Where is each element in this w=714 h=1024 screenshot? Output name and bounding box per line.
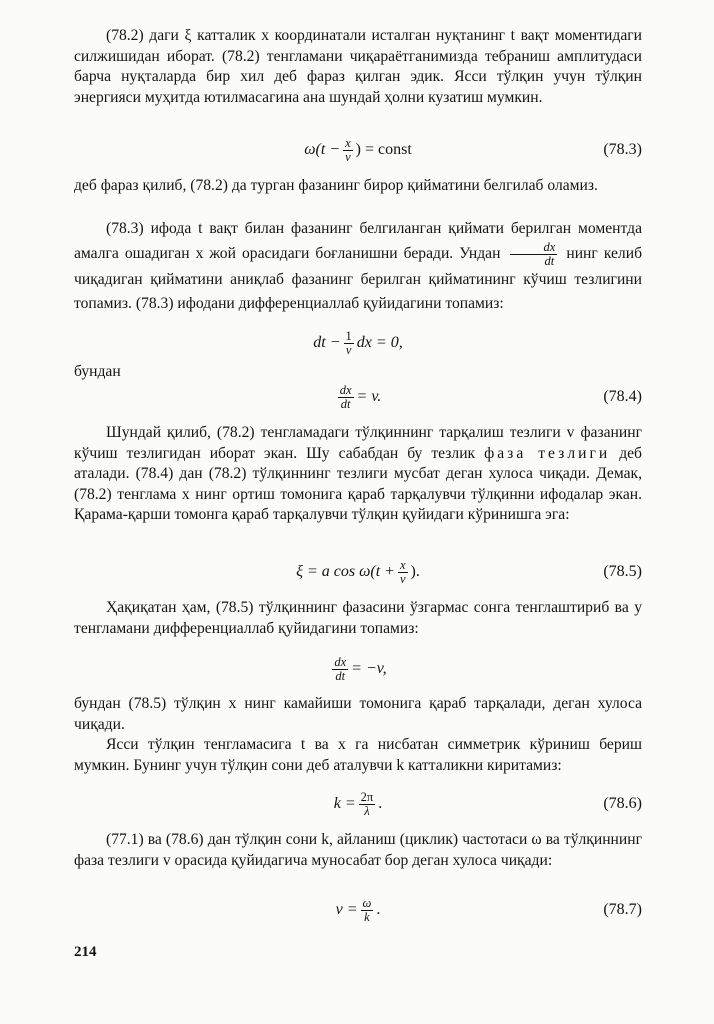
eq-left: k = [333,795,356,812]
paragraph-6: Ҳақиқатан ҳам, (78.5) тўлқиннинг фазасини ўзгармас сонга тенглаштириб ва у тенгламани дифференциаллаб қуйидагини топамиз: [74,599,642,637]
equation-label: (78.7) [603,901,642,918]
term-phase-velocity: фаза тезлиги [484,444,611,462]
paragraph-2: деб фараз қилиб, (78.2) да турган фазанинг бирор қийматини белгилаб оламиз. [74,177,598,194]
p3-text-b: нинг келиб чиқадиган қийматини аниқлаб фазанинг берилган қийматининг кўчиш тезлигини топамиз. (78.3) ифодани дифференциаллаб қуйидагини топамиз: [74,245,642,312]
eq-right: = −v, [351,660,387,677]
p3-text-a: (78.3) ифода t вақт билан фазанинг белгиланган қиймати берилган моментда амалга ошадиган x жой орасидаги боғланишни беради. Ундан [74,220,642,263]
fraction-num: dx [334,654,347,669]
fraction [361,897,374,924]
fraction [332,656,348,683]
paragraph-8: Ясси тўлқин тенгламасига t ва x га нисбатан симметрик кўриниш бериш мумкин. Бунинг учун тўлқин сони деб аталувчи k катталикни киритамиз: [74,736,642,774]
page-number: 214 [74,944,97,960]
fraction-den: λ [364,803,370,818]
equation-78-5 [74,552,642,592]
fraction-num: dx [510,241,558,255]
eq-right: ) = const [355,141,412,158]
fraction [344,330,354,357]
fraction-num: x [345,135,351,150]
eq-right: . [376,901,381,918]
paragraph-9: (77.1) ва (78.6) дан тўлқин сони k, айланиш (циклик) частотаси ω ва тўлқиннинг фаза тезлиги v орасида қуйидагича муносабат бор деган хулоса чиқади: [74,831,642,869]
equation-label: (78.5) [603,563,642,580]
eq-right: dx = 0, [356,334,403,351]
fraction-num: x [399,557,406,572]
fraction [338,384,354,411]
paragraph-4: бундан [74,363,121,380]
eq-left: v = [335,901,358,918]
fraction-dx-dt [510,241,558,268]
fraction-den: k [364,909,370,924]
equation-label: (78.3) [603,141,642,158]
equation-label: (78.4) [603,388,642,405]
equation-dt-dx [74,323,642,363]
fraction [359,791,376,818]
paragraph-1: (78.2) даги ξ катталик x координатали исталган нуқтанинг t вақт моментидаги силжишидан иборат. (78.2) тенгламани чиқараётганимизда тебраниш амплитудаси барча нуқталарда бир хил деб фараз қилган эдик. Ясси тўлқин учун тўлқин энергияси муҳитда ютилмасагина ана шундай ҳолни кузатиш мумкин. [74,27,642,106]
equation-78-7 [74,890,642,930]
fraction-den: v [345,149,351,164]
fraction-den: dt [340,396,351,411]
paragraph-3 [74,217,642,316]
equation-label: (78.6) [603,795,642,812]
fraction-den: dt [544,254,555,268]
fraction [343,137,353,164]
fraction-den: v [345,342,352,357]
fraction-num: dx [339,382,352,397]
paragraph-7: бундан (78.5) тўлқин x нинг камайиши томонига қараб тарқалади, деган хулоса чиқади. [74,695,642,733]
fraction-den: dt [335,668,346,683]
paragraph-5 [74,423,642,526]
eq-right: . [378,795,383,812]
equation-78-3 [74,130,642,170]
equation-dx-dt-neg [74,649,642,689]
fraction-den: v [399,571,406,586]
eq-left: ξ = a cos ω(t + [296,563,395,580]
fraction-num: 1 [345,328,352,343]
eq-right: ). [410,563,420,580]
fraction-num: 2π [360,789,374,804]
eq-left: dt − [313,334,341,351]
equation-78-6 [74,784,642,824]
p5-text-b: деб аталади. (78.4) дан (78.2) тўлқиннинг тезлиги мусбат деган хулоса чиқади. Демак, (78.2) тенглама x нинг ортиш томонига қараб тарқалувчи тўлқинни ифодалар экан. Қарама-қарши томонга қараб тарқалувчи тўлқин қуйидаги кўринишга эга: [74,444,642,523]
fraction-num: ω [362,895,372,910]
fraction [398,559,408,586]
eq-right: = v. [356,388,382,405]
p5-text-a: Шундай қилиб, (78.2) тенгламадаги тўлқиннинг тарқалиш тезлиги v фазанинг кўчиш тезлигидан иборат экан. Шу сабабдан бу тезлик [74,424,642,462]
equation-78-4 [74,377,642,417]
eq-left: ω(t − [304,141,341,158]
